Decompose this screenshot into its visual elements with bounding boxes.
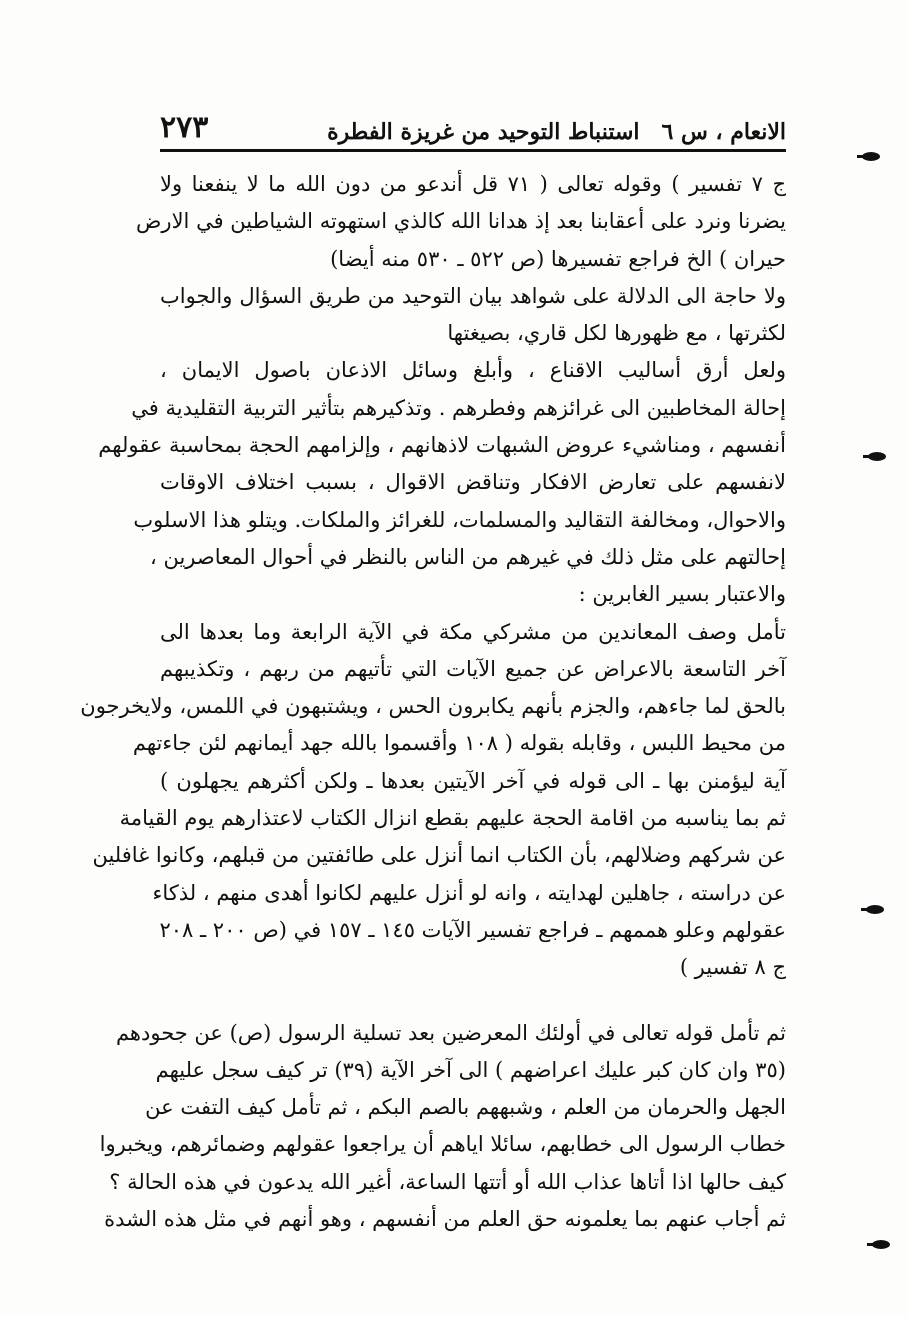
text-line: الجهل والحرمان من العلم ، وشبههم بالصم البكم ، ثم تأمل كيف التفت عن: [145, 1095, 786, 1120]
text-line: ثم أجاب عنهم بما يعلمونه حق العلم من أنفسهم ، وهو أنهم في مثل هذه الشدة: [104, 1207, 786, 1232]
binding-hole-mark-icon: [868, 452, 886, 461]
surah-reference: الانعام ، س ٦: [661, 119, 786, 145]
page-body: [80, 166, 786, 1238]
text-line: ثم تأمل قوله تعالى في أولئك المعرضين بعد تسلية الرسول (ص) عن جحودهم: [115, 1020, 786, 1045]
text-line: تأمل وصف المعاندين من مشركي مكة في الآية الرابعة وما بعدها الى: [160, 619, 786, 644]
text-line: عن شركهم وضلالهم، بأن الكتاب انما أنزل على طائفتين من قبلهم، وكانوا غافلين: [92, 843, 786, 868]
paragraph-gap: [160, 987, 786, 1015]
binding-hole-mark-icon: [862, 152, 880, 161]
text-line: خطاب الرسول الى خطابهم، سائلا اياهم أن يراجعوا عقولهم وضمائرهم، ويخبروا: [99, 1132, 786, 1157]
paragraph: [98, 352, 786, 613]
page-header: [160, 104, 786, 152]
page-number: ٢٧٣: [160, 110, 209, 145]
text-line: لكثرتها ، مع ظهورها لكل قاري، بصيغتها: [447, 321, 786, 346]
text-line: يضرنا ونرد على أعقابنا بعد إذ هدانا الله كالذي استهوته الشياطين في الارض: [136, 209, 786, 234]
text-line: ثم بما يناسبه من اقامة الحجة عليهم بقطع انزال الكتاب لاعتذارهم يوم القيامة: [119, 806, 786, 831]
text-line: حيران ) الخ فراجع تفسيرها (ص ٥٢٢ ـ ٥٣٠ منه أيضا): [330, 246, 786, 271]
text-line: ولا حاجة الى الدلالة على شواهد بيان التوحيد من طريق السؤال والجواب: [160, 283, 786, 308]
text-line: إحالة المخاطبين الى غرائزهم وفطرهم . وتذكيرهم بتأثير التربية التقليدية في: [131, 395, 786, 420]
text-line: ج ٧ تفسير ) وقوله تعالى ( ٧١ قل أندعو من دون الله ما لا ينفعنا ولا: [160, 172, 786, 196]
running-head: [327, 119, 786, 145]
text-line: آية ليؤمنن بها ـ الى قوله في آخر الآيتين بعدها ـ ولكن أكثرهم يجهلون ): [160, 768, 786, 793]
binding-hole-mark-icon: [872, 1240, 890, 1249]
text-line: آخر التاسعة بالاعراض عن جميع الآيات التي تأتيهم من ربهم ، وتكذيبهم: [160, 656, 786, 681]
text-line: والاعتبار بسير الغابرين :: [578, 582, 786, 607]
text-line: ولعل أرق أساليب الاقناع ، وأبلغ وسائل الاذعان باصول الايمان ،: [160, 358, 786, 383]
text-line: والاحوال، ومخالفة التقاليد والمسلمات، للغرائز والملكات. ويتلو هذا الاسلوب: [133, 507, 786, 532]
text-line: (٣٥ وان كان كبر عليك اعراضهم ) الى آخر الآية (٣٩) تر كيف سجل عليهم: [155, 1057, 786, 1082]
section-title: استنباط التوحيد من غريزة الفطرة: [327, 119, 640, 145]
text-line: من محيط اللبس ، وقابله بقوله ( ١٠٨ وأقسموا بالله جهد أيمانهم لئن جاءتهم: [132, 731, 786, 756]
binding-hole-mark-icon: [866, 905, 884, 914]
paragraph: [80, 614, 786, 987]
text-line: كيف حالها اذا أتاها عذاب الله أو أتتها الساعة، أغير الله يدعون في هذه الحالة ؟: [109, 1169, 786, 1194]
text-line: عن دراسته ، جاهلين لهدايته ، وانه لو أنزل عليهم لكانوا أهدى منهم ، لذكاء: [152, 880, 786, 905]
text-line: إحالتهم على مثل ذلك في غيرهم من الناس بالنظر في أحوال المعاصرين ،: [150, 544, 786, 569]
text-line: أنفسهم ، ومناشيء عروض الشبهات لاذهانهم ، وإلزامهم الحجة بمحاسبة عقولهم: [98, 433, 786, 458]
text-line: بالحق لما جاءهم، والجزم بأنهم يكابرون الحس ، ويشتبهون في اللمس، ولايخرجون: [80, 694, 786, 719]
text-line: عقولهم وعلو هممهم ـ فراجع تفسير الآيات ١٤٥ ـ ١٥٧ في (ص ٢٠٠ ـ ٢٠٨: [159, 917, 786, 942]
paragraph: [136, 166, 786, 278]
paragraph: [160, 278, 786, 353]
paragraph: [99, 1015, 786, 1239]
text-line: لانفسهم على تعارض الافكار وتناقض الاقوال ، بسبب اختلاف الاوقات: [160, 470, 786, 495]
text-line: ج ٨ تفسير ): [679, 955, 786, 980]
